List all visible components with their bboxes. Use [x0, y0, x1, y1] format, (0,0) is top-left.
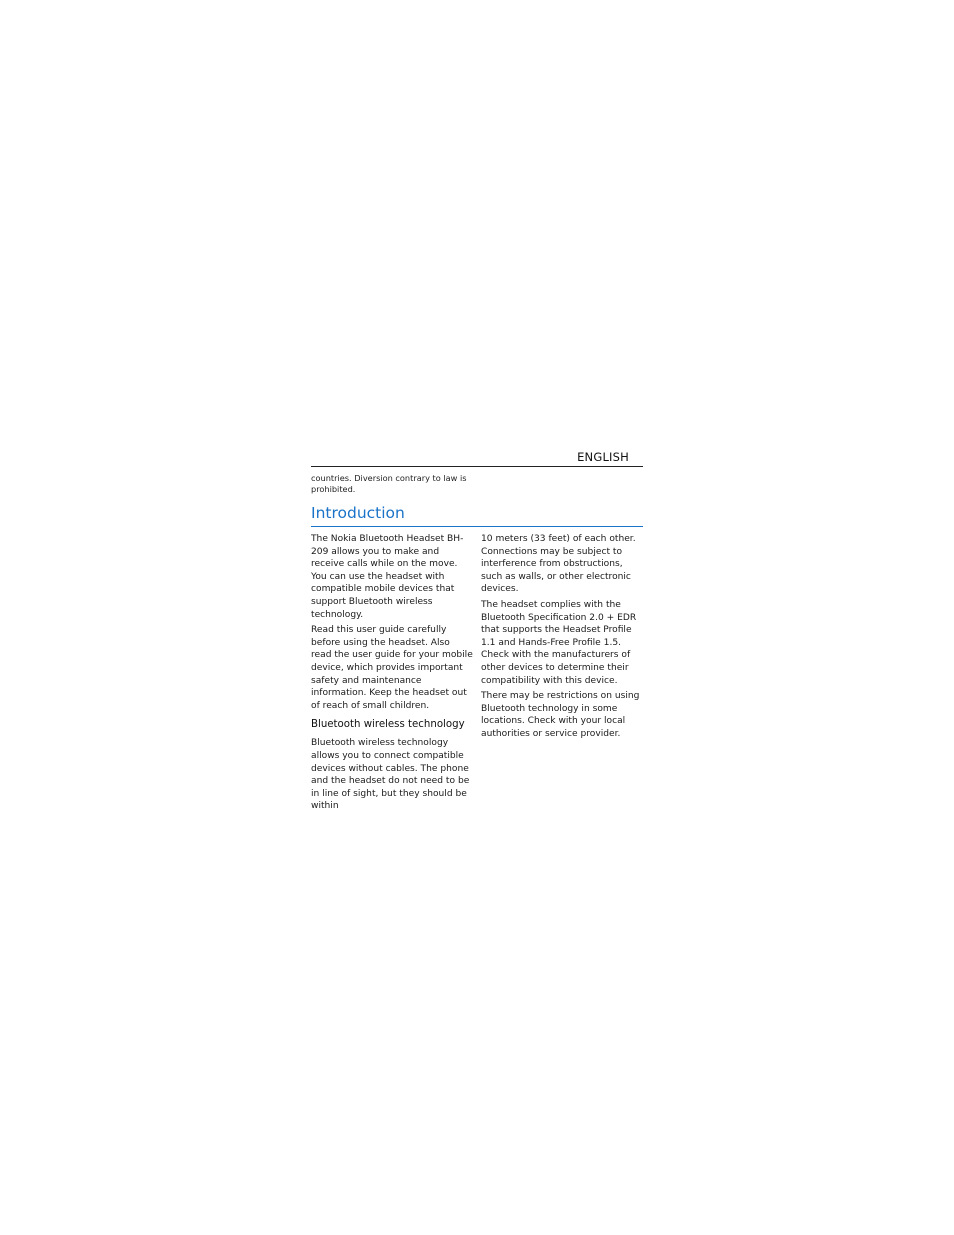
bluetooth-paragraph: Bluetooth wireless technology allows you to connect compatible devices without cables. The phone and the headset do not need to be in line of sight, but they should be within: [311, 738, 470, 812]
range-paragraph: 10 meters (33 feet) of each other. Connections may be subject to interference from obstructions, such as walls, or other electronic devices.: [481, 534, 636, 595]
language-label: ENGLISH: [577, 450, 629, 464]
left-column: [311, 533, 473, 816]
section-rule: [311, 526, 643, 527]
intro-paragraph: The Nokia Bluetooth Headset BH-209 allows you to make and receive calls while on the move. You can use the headset with compatible mobile devices that support Bluetooth wireless technology.: [311, 534, 464, 620]
restrictions-paragraph: There may be restrictions on using Bluetooth technology in some locations. Check with your local authorities or service provider.: [481, 691, 640, 739]
section-title: Introduction: [311, 504, 405, 522]
header-rule: [311, 466, 643, 467]
carryover-text: countries. Diversion contrary to law is prohibited.: [311, 473, 467, 494]
specification-paragraph: The headset complies with the Bluetooth Specification 2.0 + EDR that supports the Headset Profile 1.1 and Hands-Free Profile 1.5. Check with the manufacturers of other devices to determine their compatibility with this device.: [481, 599, 637, 686]
right-column: [481, 533, 643, 744]
bluetooth-subheading: Bluetooth wireless technology: [311, 719, 465, 731]
read-guide-paragraph: Read this user guide carefully before using the headset. Also read the user guide for your mobile device, which provides important safety and maintenance information. Keep the headset out of reach of small children.: [311, 625, 473, 711]
